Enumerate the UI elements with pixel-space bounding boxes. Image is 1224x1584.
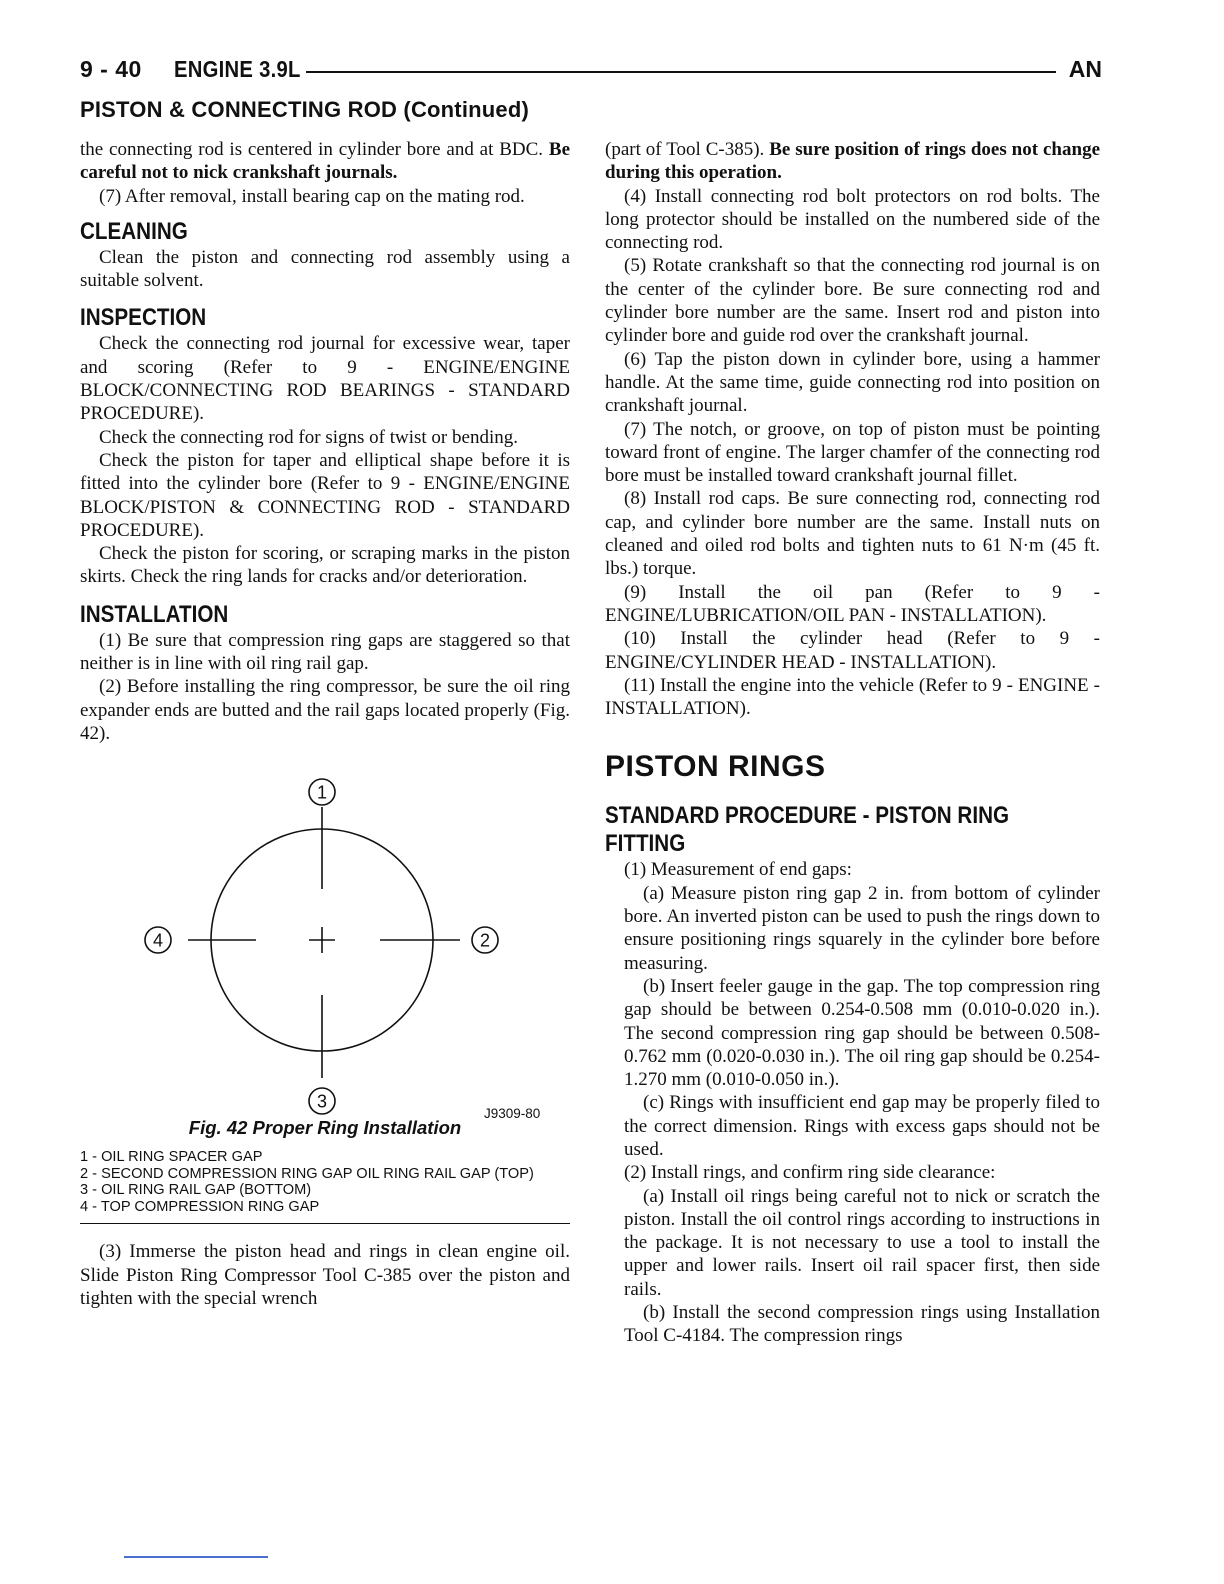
header-code: AN xyxy=(1068,56,1102,82)
ring-gap-figure xyxy=(80,763,570,1122)
inspection-heading: INSPECTION xyxy=(80,304,207,332)
paragraph: Check the piston for scoring, or scraping marks in the piston skirts. Check the ring lands for cracks and/or deterioration. xyxy=(80,543,570,588)
paragraph: Clean the piston and connecting rod assembly using a suitable solvent. xyxy=(80,246,570,292)
installation-heading: INSTALLATION xyxy=(80,600,229,628)
paragraph: Check the connecting rod journal for excessive wear, taper and scoring (Refer to 9 - ENGINE/ENGINE BLOCK/CONNECTING ROD BEARINGS - STANDARD PROCEDURE). xyxy=(80,333,570,425)
page-header xyxy=(80,56,1102,86)
paragraph: (10) Install the cylinder head (Refer to 9 - ENGINE/CYLINDER HEAD - INSTALLATION). xyxy=(605,628,1100,673)
paragraph: (c) Rings with insufficient end gap may be properly filed to the correct dimension. Rings with excess gaps should not be used. xyxy=(624,1092,1100,1160)
paragraph: (7) The notch, or groove, on top of piston must be pointing toward front of engine. The larger chamfer of the connecting rod bore must be installed toward crankshaft journal fillet. xyxy=(605,418,1100,487)
piston-rings-heading: PISTON RINGS xyxy=(605,750,826,784)
standard-procedure-heading: STANDARD PROCEDURE - PISTON RING FITTING xyxy=(605,802,1010,858)
footer-link-underline[interactable] xyxy=(124,1556,268,1558)
callout-1: 1 xyxy=(316,782,328,803)
page-number: 9 - 40 xyxy=(80,56,142,82)
legend-rule xyxy=(80,1223,570,1224)
paragraph: (2) Install rings, and confirm ring side clearance: xyxy=(624,1162,996,1184)
paragraph: (2) Before installing the ring compressor, be sure the oil ring expander ends are butted and the rail gaps located properly (Fig. 42). xyxy=(80,676,570,744)
figure-caption: Fig. 42 Proper Ring Installation xyxy=(188,1117,462,1139)
paragraph: Check the connecting rod for signs of twist or bending. xyxy=(99,426,518,448)
paragraph: (b) Install the second compression rings using Installation Tool C-4184. The compression rings xyxy=(624,1302,1100,1347)
cleaning-heading: CLEANING xyxy=(80,217,188,245)
paragraph: (8) Install rod caps. Be sure connecting rod, connecting rod cap, and cylinder bore number are the same. Install nuts on cleaned and oiled rod bolts and tighten nuts to 61 N·m (45 ft. lbs.) torque. xyxy=(605,488,1100,580)
paragraph: (9) Install the oil pan (Refer to 9 - ENGINE/LUBRICATION/OIL PAN - INSTALLATION). xyxy=(605,581,1100,626)
callout-4: 4 xyxy=(152,930,164,951)
paragraph: (a) Install oil rings being careful not to nick or scratch the piston. Install the oil control rings according to instructions in the package. It is not necessary to use a tool to install the upper and lower rails. Insert oil rail spacer first, then side rails. xyxy=(624,1185,1100,1300)
ring-gap-diagram xyxy=(80,763,570,1122)
section-title: PISTON & CONNECTING ROD (Continued) xyxy=(80,97,530,122)
paragraph: (1) Be sure that compression ring gaps are staggered so that neither is in line with oil ring rail gap. xyxy=(80,629,570,675)
paragraph: (4) Install connecting rod bolt protectors on rod bolts. The long protector should be installed on the numbered side of the connecting rod. xyxy=(605,185,1100,254)
paragraph: (3) Immerse the piston head and rings in clean engine oil. Slide Piston Ring Compressor Tool C-385 over the piston and tighten with the special wrench xyxy=(80,1241,570,1309)
paragraph: (a) Measure piston ring gap 2 in. from bottom of cylinder bore. An inverted piston can be used to push the rings down to ensure positioning rings squarely in the cylinder bore before measuring. xyxy=(624,882,1100,974)
paragraph: (6) Tap the piston down in cylinder bore, using a hammer handle. At the same time, guide connecting rod into position on crankshaft journal. xyxy=(605,348,1100,417)
legend-item: 4 - TOP COMPRESSION RING GAP xyxy=(80,1198,320,1215)
legend-item: 2 - SECOND COMPRESSION RING GAP OIL RING RAIL GAP (TOP) xyxy=(80,1165,534,1182)
header-rule xyxy=(306,71,1056,73)
legend-item: 3 - OIL RING RAIL GAP (BOTTOM) xyxy=(80,1182,312,1199)
paragraph: (7) After removal, install bearing cap on the mating rod. xyxy=(99,185,525,207)
paragraph: the connecting rod is centered in cylinder bore and at BDC. Be careful not to nick crankshaft journals. xyxy=(80,139,570,184)
callout-2: 2 xyxy=(479,930,491,951)
paragraph: Check the piston for taper and elliptical shape before it is fitted into the cylinder bore (Refer to 9 - ENGINE/ENGINE BLOCK/PISTON & CONNECTING ROD - STANDARD PROCEDURE). xyxy=(80,449,570,541)
paragraph: (5) Rotate crankshaft so that the connecting rod journal is on the center of the cylinder bore. Be sure connecting rod and cylinder bore number are the same. Insert rod and piston into cylinder bore and guide rod over the crankshaft journal. xyxy=(605,255,1100,347)
callout-3: 3 xyxy=(316,1091,328,1112)
legend-item: 1 - OIL RING SPACER GAP xyxy=(80,1149,263,1166)
paragraph: (1) Measurement of end gaps: xyxy=(624,859,852,881)
header-section: ENGINE 3.9L xyxy=(174,56,301,82)
figure-code: J9309-80 xyxy=(484,1106,541,1122)
left-column xyxy=(80,138,570,1310)
paragraph: (b) Insert feeler gauge in the gap. The top compression ring gap should be between 0.254-0.508 mm (0.010-0.020 in.). The second compression ring gap should be between 0.508-0.762 mm (0.020-0.030 in.). The oil ring gap should be 0.254-1.270 mm (0.010-0.050 in.). xyxy=(624,975,1100,1091)
right-column xyxy=(605,138,1100,1348)
paragraph: (part of Tool C-385). Be sure position of rings does not change during this operation. xyxy=(605,139,1101,184)
paragraph: (11) Install the engine into the vehicle (Refer to 9 - ENGINE - INSTALLATION). xyxy=(605,674,1100,720)
